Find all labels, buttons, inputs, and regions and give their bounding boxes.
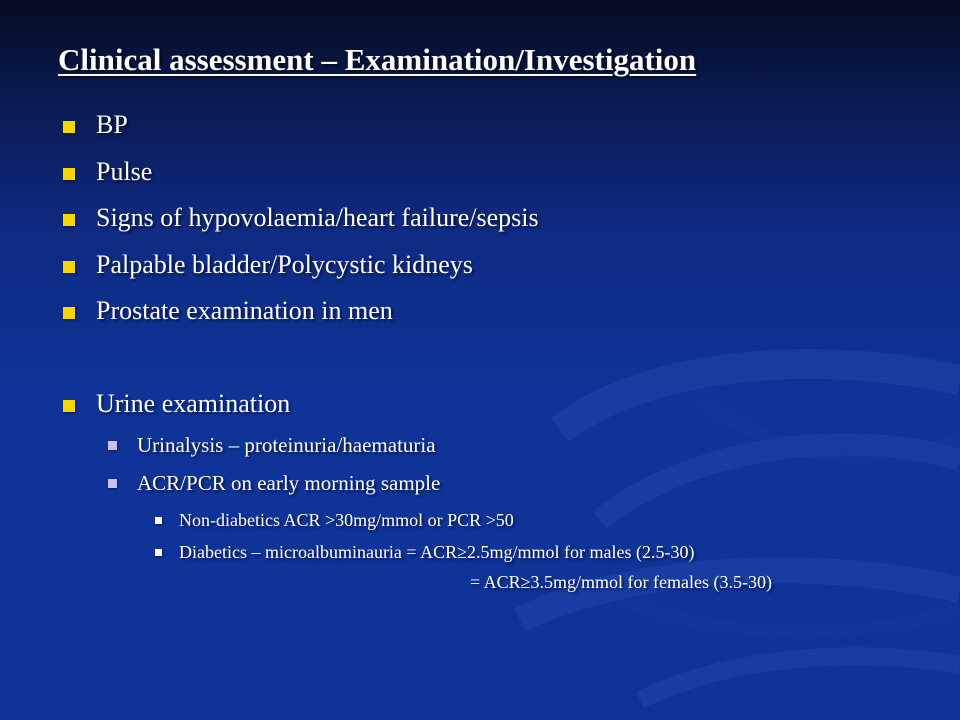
list-item-signs	[96, 203, 539, 233]
subsublist-item-diabetics	[179, 542, 694, 563]
diabetics-females-continuation: = ACR≥3.5mg/mmol for females (3.5-30)	[470, 572, 772, 592]
list-item-pulse	[96, 157, 152, 187]
square-bullet-icon	[108, 441, 117, 450]
list-item-prostate	[96, 296, 393, 326]
square-bullet-icon	[63, 168, 75, 180]
list-item-text: Pulse	[96, 157, 153, 186]
sublist-item-urinalysis	[137, 433, 436, 458]
list-item-text: Urine examination	[96, 389, 291, 418]
square-bullet-icon	[108, 479, 117, 488]
square-bullet-icon	[63, 400, 75, 412]
list-item-palpable-bladder	[96, 250, 473, 280]
list-item-text: BP	[96, 110, 128, 139]
list-item-text: Urinalysis – proteinuria/haematuria	[137, 433, 436, 457]
sublist-item-acr-pcr	[137, 471, 440, 496]
list-item-text: ACR/PCR on early morning sample	[137, 471, 441, 495]
list-item-urine-examination	[96, 389, 290, 419]
list-item-text: Non-diabetics ACR >30mg/mmol or PCR >50	[179, 510, 514, 530]
list-item-text: Prostate examination in men	[96, 296, 393, 325]
square-bullet-icon	[63, 307, 75, 319]
square-bullet-icon	[63, 214, 75, 226]
list-item-text: Signs of hypovolaemia/heart failure/sepsis	[96, 203, 539, 232]
square-bullet-icon	[63, 261, 75, 273]
square-bullet-icon	[155, 549, 162, 556]
square-bullet-icon	[63, 121, 75, 133]
list-item-text: Palpable bladder/Polycystic kidneys	[96, 250, 473, 279]
subsublist-item-non-diabetics	[179, 510, 514, 531]
square-bullet-icon	[155, 517, 162, 524]
list-item-bp	[96, 110, 128, 140]
slide-title: Clinical assessment – Examination/Investigation	[58, 42, 697, 77]
list-item-text: Diabetics – microalbuminauria = ACR≥2.5mg/mmol for males (2.5-30)	[179, 542, 695, 562]
